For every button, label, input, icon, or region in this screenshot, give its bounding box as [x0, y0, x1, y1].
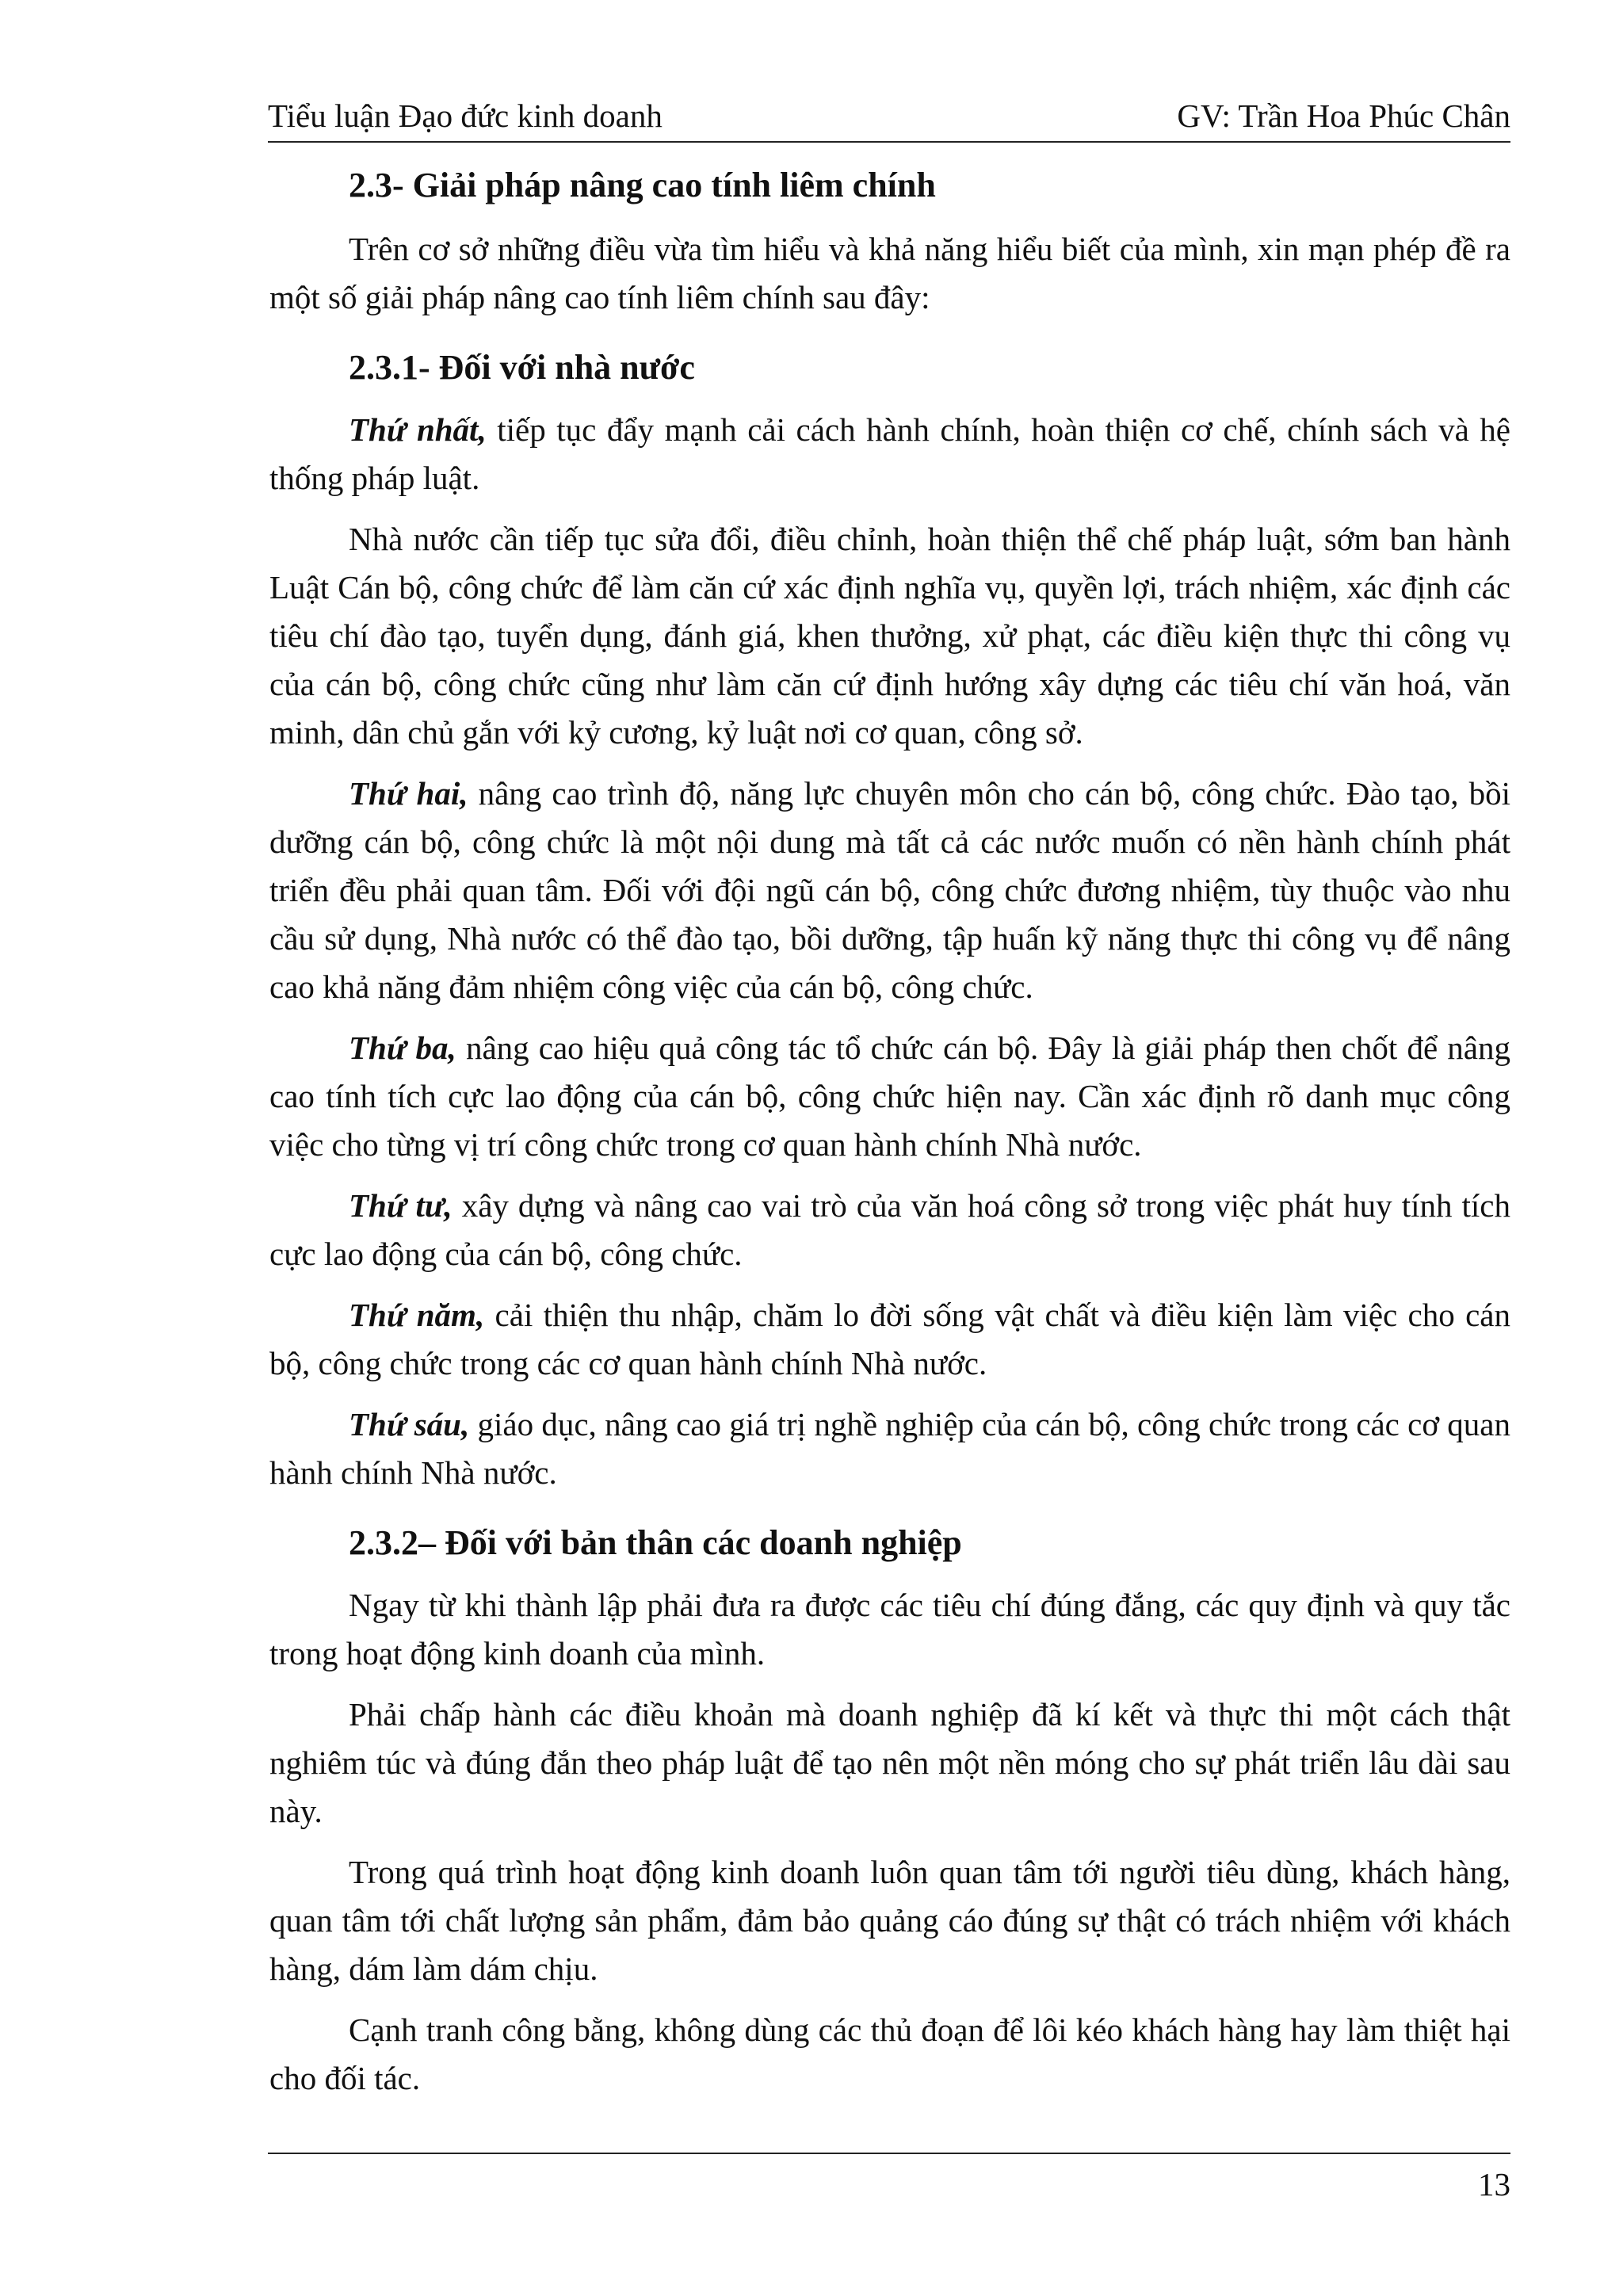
paragraph-text: xây dựng và nâng cao vai trò của văn hoá công sở trong việc phát huy tính tích cực lao động của cán bộ, công chức. [269, 1187, 1510, 1272]
paragraph-legal-reform: Nhà nước cần tiếp tục sửa đổi, điều chỉnh, hoàn thiện thể chế pháp luật, sớm ban hành Luật Cán bộ, công chức để làm căn cứ xác định nghĩa vụ, quyền lợi, trách nhiệm, xác định các tiêu chí đào tạo, tuyển dụng, đánh giá, khen thưởng, xử phạt, các điều kiện thực thi công vụ của cán bộ, công chức cũng như làm căn cứ định hướng xây dựng các tiêu chí văn hoá, văn minh, dân chủ gắn với kỷ cương, kỷ luật nơi cơ quan, công sở. [269, 521, 1510, 751]
paragraph-fifth-measure [269, 1291, 1510, 1388]
subsection-heading-state: 2.3.1- Đối với nhà nước [349, 348, 695, 387]
paragraph-enterprise-criteria: Ngay từ khi thành lập phải đưa ra được các tiêu chí đúng đắng, các quy định và quy tắc trong hoạt động kinh doanh của mình. [269, 1587, 1510, 1671]
paragraph-lead: Thứ sáu, [349, 1406, 470, 1442]
paragraph-first-measure [269, 406, 1510, 502]
header-instructor: GV: Trần Hoa Phúc Chân [1177, 97, 1510, 134]
page-footer [268, 2153, 1510, 2202]
paragraph-third-measure [269, 1024, 1510, 1169]
paragraph-lead: Thứ tư, [349, 1187, 453, 1224]
page-body [269, 147, 1510, 2115]
header-document-title: Tiểu luận Đạo đức kinh doanh [268, 97, 663, 134]
paragraph-text: giáo dục, nâng cao giá trị nghề nghiệp của cán bộ, công chức trong các cơ quan hành chính Nhà nước. [269, 1406, 1510, 1491]
paragraph-lead: Thứ hai, [349, 775, 468, 812]
page-number: 13 [1478, 2166, 1510, 2202]
paragraph-enterprise-competition: Cạnh tranh công bằng, không dùng các thủ đoạn để lôi kéo khách hàng hay làm thiệt hại cho đối tác. [269, 2011, 1510, 2096]
page-header [268, 94, 1510, 143]
paragraph-enterprise-customers: Trong quá trình hoạt động kinh doanh luôn quan tâm tới người tiêu dùng, khách hàng, quan tâm tới chất lượng sản phẩm, đảm bảo quảng cáo đúng sự thật có trách nhiệm với khách hàng, dám làm dám chịu. [269, 1854, 1510, 1987]
section-intro-paragraph: Trên cơ sở những điều vừa tìm hiểu và khả năng hiểu biết của mình, xin mạn phép đề ra một số giải pháp nâng cao tính liêm chính sau đây: [269, 231, 1510, 315]
paragraph-lead: Thứ năm, [349, 1297, 485, 1333]
paragraph-text: tiếp tục đẩy mạnh cải cách hành chính, hoàn thiện cơ chế, chính sách và hệ thống pháp luật. [269, 411, 1510, 496]
paragraph-fourth-measure [269, 1182, 1510, 1278]
paragraph-text: cải thiện thu nhập, chăm lo đời sống vật chất và điều kiện làm việc cho cán bộ, công chức trong các cơ quan hành chính Nhà nước. [269, 1297, 1510, 1381]
paragraph-text: nâng cao trình độ, năng lực chuyên môn cho cán bộ, công chức. Đào tạo, bồi dưỡng cán bộ, công chức là một nội dung mà tất cả các nước muốn có nền hành chính phát triển đều phải quan tâm. Đối với đội ngũ cán bộ, công chức đương nhiệm, tùy thuộc vào nhu cầu sử dụng, Nhà nước có thể đào tạo, bồi dưỡng, tập huấn kỹ năng thực thi công vụ để nâng cao khả năng đảm nhiệm công việc của cán bộ, công chức. [269, 775, 1510, 1005]
section-heading: 2.3- Giải pháp nâng cao tính liêm chính [349, 166, 936, 204]
paragraph-lead: Thứ nhất, [349, 411, 487, 448]
paragraph-text: nâng cao hiệu quả công tác tổ chức cán bộ. Đây là giải pháp then chốt để nâng cao tính tích cực lao động của cán bộ, công chức hiện nay. Cần xác định rõ danh mục công việc cho từng vị trí công chức trong cơ quan hành chính Nhà nước. [269, 1030, 1510, 1163]
paragraph-second-measure [269, 770, 1510, 1011]
subsection-heading-enterprises: 2.3.2– Đối với bản thân các doanh nghiệp [349, 1523, 962, 1562]
paragraph-sixth-measure [269, 1400, 1510, 1497]
paragraph-enterprise-compliance: Phải chấp hành các điều khoản mà doanh nghiệp đã kí kết và thực thi một cách thật nghiêm túc và đúng đắn theo pháp luật để tạo nên một nền móng cho sự phát triển lâu dài sau này. [269, 1696, 1510, 1829]
paragraph-lead: Thứ ba, [349, 1030, 456, 1066]
